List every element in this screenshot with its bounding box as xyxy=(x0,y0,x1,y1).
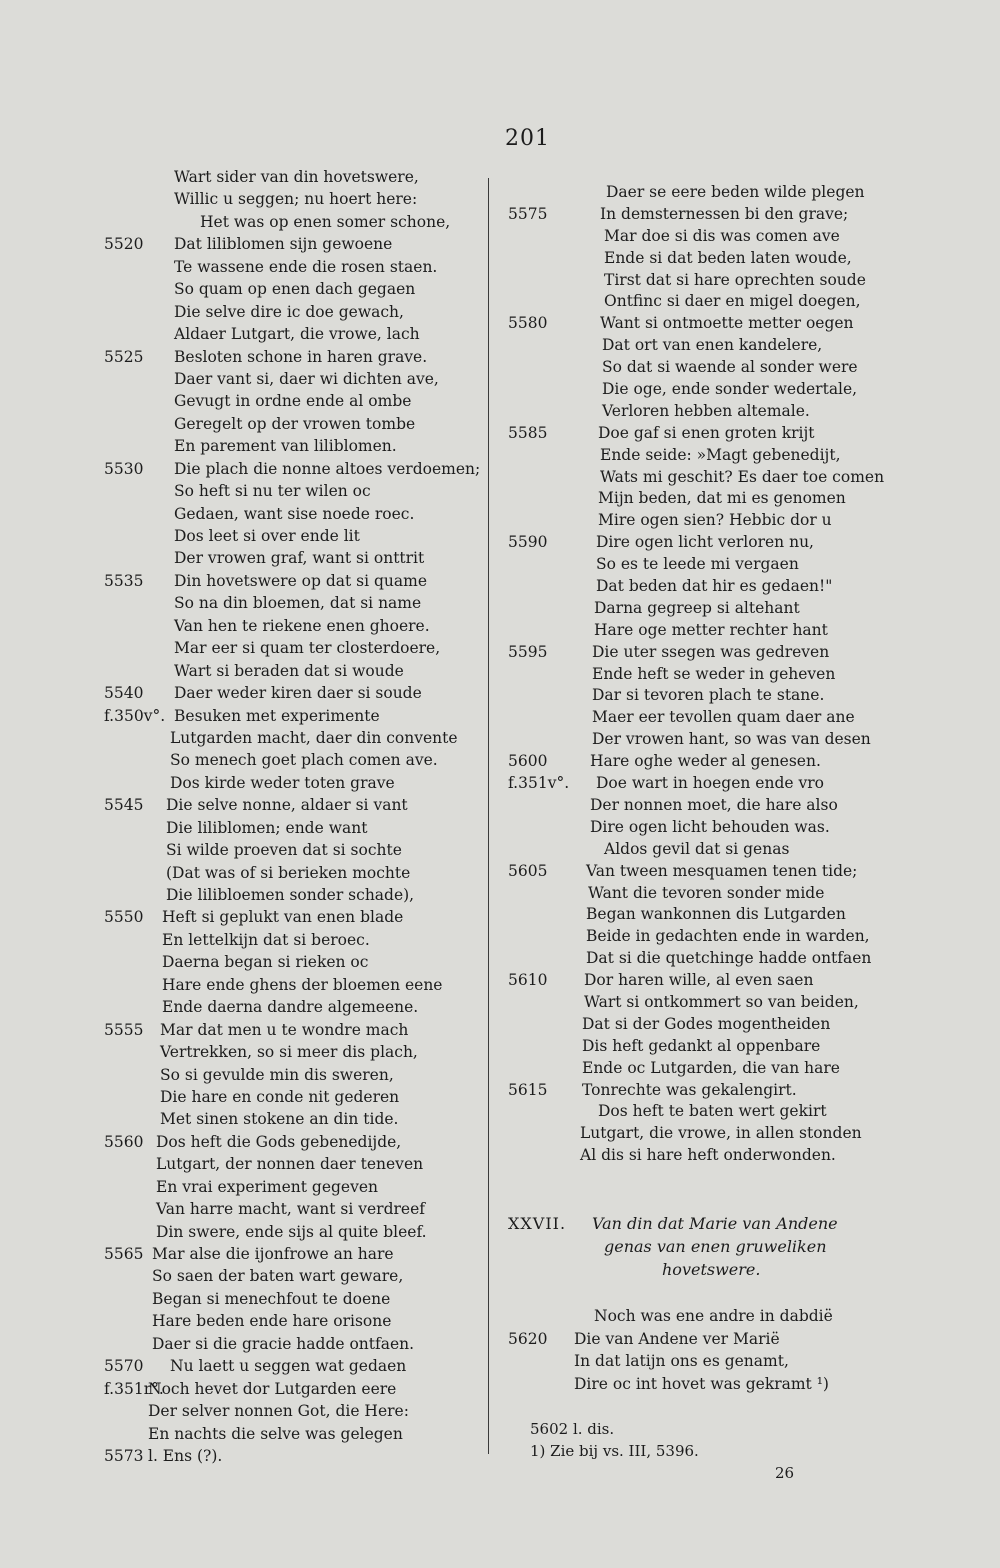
line-text: Daer se eere beden wilde plegen xyxy=(606,183,865,201)
line-marker: 5575 xyxy=(508,204,548,223)
line-text: Lutgarden macht, daer din convente xyxy=(170,728,458,747)
verse-line xyxy=(104,547,504,569)
verse-line xyxy=(508,861,868,883)
verse-line xyxy=(508,795,868,817)
verse-line xyxy=(508,270,868,292)
verse-line xyxy=(104,1176,504,1198)
verse-line xyxy=(508,1305,868,1328)
verse-line xyxy=(508,1080,868,1102)
chapter-number: XXVII. xyxy=(508,1214,567,1233)
verse-line xyxy=(508,883,868,905)
line-marker: 5530 xyxy=(104,459,144,478)
verse-line xyxy=(104,996,504,1018)
line-text: Van hen te riekene enen ghoere. xyxy=(174,616,430,635)
page-number: 201 xyxy=(505,126,550,151)
line-marker: f.351r°. xyxy=(104,1379,164,1398)
verse-line xyxy=(104,1153,504,1175)
footnotes xyxy=(530,1418,699,1462)
verse-line xyxy=(104,951,504,973)
line-text: Noch hevet dor Lutgarden eere xyxy=(148,1379,397,1398)
verse-line xyxy=(508,467,885,489)
line-marker: 5580 xyxy=(508,314,548,333)
verse-line xyxy=(104,278,504,300)
line-text: Dat ort van enen kandelere, xyxy=(602,336,823,355)
verse-line xyxy=(104,749,504,771)
line-text: Darna gegreep si altehant xyxy=(594,598,800,617)
line-text: Hare ende ghens der bloemen eene xyxy=(162,975,443,994)
verse-line xyxy=(104,1198,504,1220)
verse-line xyxy=(508,445,868,467)
verse-line xyxy=(104,570,504,592)
line-text: So na din bloemen, dat si name xyxy=(174,594,422,613)
verse-line xyxy=(508,620,868,642)
verse-line xyxy=(104,458,504,480)
line-text: Dor haren wille, al even saen xyxy=(584,971,814,990)
verse-line xyxy=(104,592,504,614)
line-text: Dat si die quetchinge hadde ontfaen xyxy=(586,949,872,968)
verse-line xyxy=(508,948,872,970)
verse-line xyxy=(104,906,504,928)
line-text: Die selve nonne, aldaer si vant xyxy=(166,796,408,815)
verse-line xyxy=(104,413,504,435)
verse-line xyxy=(508,423,868,445)
line-text: So menech goet plach comen ave. xyxy=(170,751,438,770)
line-text: Verloren hebben altemale. xyxy=(602,401,810,420)
verse-line xyxy=(104,660,504,682)
column-divider xyxy=(488,178,489,1454)
line-marker: f.351v°. xyxy=(508,774,570,793)
verse-line xyxy=(104,323,504,345)
line-text: Maer eer tevollen quam daer ane xyxy=(592,708,855,727)
verse-line xyxy=(104,1445,504,1467)
line-text: Din hovetswere op dat si quame xyxy=(174,571,428,590)
line-text: Dat beden dat hir es gedaen!" xyxy=(596,577,833,596)
verse-line xyxy=(508,1373,868,1396)
line-text: Besuken met experimente xyxy=(174,706,380,725)
line-text: Wart si ontkommert so van beiden, xyxy=(584,992,859,1011)
line-text: Mar doe si dis was comen ave xyxy=(604,226,840,245)
verse-line xyxy=(104,1086,504,1108)
line-text: Dar si tevoren plach te stane. xyxy=(592,686,825,705)
verse-line xyxy=(104,1019,504,1041)
signature-mark: 26 xyxy=(775,1464,795,1482)
line-text: Der selver nonnen Got, die Here: xyxy=(148,1402,409,1421)
verse-line xyxy=(104,839,504,861)
line-text: Van tween mesquamen tenen tide; xyxy=(586,861,858,880)
line-text: Wart sider van din hovetswere, xyxy=(174,168,419,186)
verse-line xyxy=(104,1400,504,1422)
verse-line xyxy=(104,1423,504,1445)
line-text: Doe gaf si enen groten krijt xyxy=(598,423,815,442)
verse-line xyxy=(104,1333,504,1355)
line-text: Dos heft die Gods gebenedijde, xyxy=(156,1132,402,1151)
verse-line xyxy=(104,1221,504,1243)
verse-line xyxy=(508,817,868,839)
verse-line xyxy=(104,503,504,525)
line-text: En vrai experiment gegeven xyxy=(156,1177,379,1196)
verse-line xyxy=(508,839,868,861)
line-text: Die selve dire ic doe gewach, xyxy=(174,302,404,321)
line-text: Dire oc int hovet was gekramt ¹) xyxy=(574,1374,829,1393)
line-marker: 5600 xyxy=(508,752,548,771)
verse-line xyxy=(104,390,504,412)
verse-line xyxy=(104,301,504,323)
line-text: Geregelt op der vrowen tombe xyxy=(174,414,416,433)
line-text: Die hare en conde nit gederen xyxy=(160,1087,400,1106)
verse-line xyxy=(104,1310,504,1332)
line-text: Daer si die gracie hadde ontfaen. xyxy=(152,1334,415,1353)
line-text: Want die tevoren sonder mide xyxy=(588,883,825,902)
line-text: Din swere, ende sijs al quite bleef. xyxy=(156,1222,427,1241)
line-text: Willic u seggen; nu hoert here: xyxy=(174,190,418,209)
verse-line xyxy=(104,817,504,839)
line-marker: 5573 xyxy=(104,1446,144,1465)
verse-line xyxy=(508,664,868,686)
line-text: Mar eer si quam ter closterdoere, xyxy=(174,639,441,658)
line-text: Hare oghe weder al genesen. xyxy=(590,752,821,771)
line-text: Daer weder kiren daer si soude xyxy=(174,684,422,703)
verse-line xyxy=(508,401,868,423)
line-text: (Dat was of si berieken mochte xyxy=(166,863,411,882)
line-text: Met sinen stokene an din tide. xyxy=(160,1110,399,1129)
verse-line xyxy=(104,974,504,996)
line-text: Te wassene ende die rosen staen. xyxy=(174,257,438,276)
line-text: Began wankonnen dis Lutgarden xyxy=(586,905,846,924)
line-marker: 5605 xyxy=(508,861,548,880)
verse-line xyxy=(104,256,504,278)
verse-line xyxy=(508,379,868,401)
verse-line xyxy=(508,685,868,707)
verse-line xyxy=(508,182,868,204)
line-text: Vertrekken, so si meer dis plach, xyxy=(160,1043,418,1062)
verse-line xyxy=(508,248,868,270)
line-text: Lutgart, der nonnen daer teneven xyxy=(156,1155,424,1174)
verse-line xyxy=(104,525,504,547)
verse-line xyxy=(508,1014,868,1036)
line-marker: 5555 xyxy=(104,1020,144,1039)
line-text: So quam op enen dach gegaen xyxy=(174,280,416,299)
line-text: In dat latijn ons es genamt, xyxy=(574,1352,789,1370)
verse-line xyxy=(508,751,868,773)
verse-line xyxy=(104,1131,504,1153)
line-text: Aldos gevil dat si genas xyxy=(604,839,790,858)
line-text: Beide in gedachten ende in warden, xyxy=(586,927,870,946)
line-text: Die plach die nonne altoes verdoemen; xyxy=(174,459,481,478)
verse-line xyxy=(508,598,868,620)
verse-line xyxy=(104,615,504,637)
line-text: Dos kirde weder toten grave xyxy=(170,773,395,792)
verse-line xyxy=(508,291,868,313)
verse-line xyxy=(104,705,504,727)
line-text: Mire ogen sien? Hebbic dor u xyxy=(598,511,832,530)
line-marker: 5545 xyxy=(104,796,144,815)
line-text: So si gevulde min dis sweren, xyxy=(160,1065,394,1084)
verse-line xyxy=(508,729,871,751)
verse-line xyxy=(104,1288,504,1310)
footnote: 5602 l. dis. xyxy=(530,1420,615,1438)
line-text: So dat si waende al sonder were xyxy=(602,358,858,377)
verse-line xyxy=(104,480,504,502)
line-text: Gevugt in ordne ende al ombe xyxy=(174,392,412,411)
verse-line xyxy=(104,1243,504,1265)
line-text: Dos leet si over ende lit xyxy=(174,527,360,545)
verse-line xyxy=(508,773,868,795)
line-marker: 5560 xyxy=(104,1132,144,1151)
line-text: Ende seide: »Magt gebenedijt, xyxy=(600,445,841,464)
line-text: En parement van liliblomen. xyxy=(174,437,397,456)
line-text: Noch was ene andre in dabdië xyxy=(594,1307,833,1325)
line-text: Het was op enen somer schone, xyxy=(200,212,451,231)
verse-line xyxy=(104,1041,504,1063)
verse-line xyxy=(104,346,504,368)
line-text: Doe wart in hoegen ende vro xyxy=(596,774,824,793)
line-text: In demsternessen bi den grave; xyxy=(600,204,849,223)
line-marker: 5615 xyxy=(508,1080,548,1099)
line-text: So saen der baten wart geware, xyxy=(152,1267,404,1286)
verse-line xyxy=(508,707,868,729)
left-column xyxy=(104,166,504,1467)
line-text: Hare oge metter rechter hant xyxy=(594,620,828,639)
line-marker: 5540 xyxy=(104,684,144,703)
verse-line xyxy=(508,1145,868,1167)
line-text: Tirst dat si hare oprechten soude xyxy=(604,270,866,289)
verse-line xyxy=(104,1064,504,1086)
line-text: Lutgart, die vrowe, in allen stonden xyxy=(580,1124,862,1143)
line-text: Die liliblomen; ende want xyxy=(166,818,368,837)
line-text: Heft si geplukt van enen blade xyxy=(162,908,404,927)
line-text: Daerna began si rieken oc xyxy=(162,953,369,972)
line-marker: 5570 xyxy=(104,1357,144,1376)
verse-line xyxy=(508,204,868,226)
line-text: Mijn beden, dat mi es genomen xyxy=(598,489,846,508)
line-marker: f.350v°. xyxy=(104,706,166,725)
line-marker: 5585 xyxy=(508,423,548,442)
line-marker: 5610 xyxy=(508,971,548,990)
line-text: Ontfinc si daer en migel doegen, xyxy=(604,292,861,311)
line-text: Dire ogen licht verloren nu, xyxy=(596,533,814,552)
verse-line xyxy=(508,1058,868,1080)
line-text: Want si ontmoette metter oegen xyxy=(600,314,854,333)
verse-line xyxy=(104,794,504,816)
verse-line xyxy=(104,682,504,704)
line-marker: 5535 xyxy=(104,571,144,590)
line-text: Dat si der Godes mogentheiden xyxy=(582,1014,831,1033)
line-text: En lettelkijn dat si beroec. xyxy=(162,930,370,949)
line-text: Si wilde proeven dat si sochte xyxy=(166,841,402,860)
verse-line xyxy=(104,188,504,210)
verse-line xyxy=(508,226,868,248)
chapter-heading xyxy=(508,1212,868,1281)
line-marker: 5620 xyxy=(508,1329,548,1348)
verse-line xyxy=(104,929,504,951)
verse-line xyxy=(104,233,504,255)
line-text: Dis heft gedankt al oppenbare xyxy=(582,1036,821,1055)
line-text: Tonrechte was gekalengirt. xyxy=(582,1080,797,1099)
line-marker: 5565 xyxy=(104,1245,144,1263)
chapter-text xyxy=(508,1305,868,1395)
line-marker: 5520 xyxy=(104,235,144,254)
verse-line xyxy=(104,368,504,390)
line-text: Dat liliblomen sijn gewoene xyxy=(174,235,393,254)
line-text: Die lilibloemen sonder schade), xyxy=(166,886,415,904)
line-text: Ende oc Lutgarden, die van hare xyxy=(582,1058,840,1077)
line-text: Wart si beraden dat si woude xyxy=(174,661,404,680)
line-text: l. Ens (?). xyxy=(148,1446,223,1465)
line-marker: 5525 xyxy=(104,347,144,366)
verse-line xyxy=(104,1108,504,1130)
line-text: Van harre macht, want si verdreef xyxy=(156,1200,425,1219)
verse-line xyxy=(508,970,868,992)
line-marker: 5550 xyxy=(104,908,144,927)
verse-line xyxy=(508,488,868,510)
line-text: Ende si dat beden laten woude, xyxy=(604,248,852,267)
verse-line xyxy=(508,554,868,576)
verse-line xyxy=(508,357,868,379)
verse-line xyxy=(508,335,868,357)
verse-line xyxy=(104,166,504,188)
verse-line xyxy=(104,637,504,659)
line-text: Began si menechfout te doene xyxy=(152,1289,391,1308)
verse-line xyxy=(508,532,868,554)
verse-line xyxy=(104,1378,504,1400)
verse-line xyxy=(104,772,504,794)
chapter-title-line: hovetswere. xyxy=(662,1260,761,1279)
right-column xyxy=(508,182,885,1167)
line-text: Mar alse die ijonfrowe an hare xyxy=(152,1245,394,1263)
line-text: So es te leede mi vergaen xyxy=(596,555,799,574)
line-text: Nu laett u seggen wat gedaen xyxy=(170,1357,407,1376)
verse-line xyxy=(104,884,504,906)
line-text: Die oge, ende sonder wedertale, xyxy=(602,380,858,399)
footnote: 1) Zie bij vs. III, 5396. xyxy=(530,1442,699,1460)
line-text: Dire ogen licht behouden was. xyxy=(590,817,830,836)
line-text: Hare beden ende hare orisone xyxy=(152,1312,392,1331)
chapter-title-line: genas van enen gruweliken xyxy=(604,1237,827,1256)
line-text: So heft si nu ter wilen oc xyxy=(174,482,371,501)
line-text: Ende heft se weder in geheven xyxy=(592,664,836,683)
verse-line xyxy=(104,435,504,457)
verse-line xyxy=(508,576,868,598)
line-text: Mar dat men u te wondre mach xyxy=(160,1020,409,1039)
verse-line xyxy=(508,1328,868,1351)
line-text: En nachts die selve was gelegen xyxy=(148,1424,403,1443)
verse-line xyxy=(508,904,868,926)
verse-line xyxy=(508,1036,868,1058)
line-text: Der nonnen moet, die hare also xyxy=(590,795,838,814)
verse-line xyxy=(508,992,868,1014)
line-marker: 5590 xyxy=(508,533,548,552)
line-text: Aldaer Lutgart, die vrowe, lach xyxy=(174,325,420,344)
verse-line xyxy=(508,642,868,664)
line-text: Wats mi geschit? Es daer toe comen xyxy=(600,467,885,486)
line-text: Der vrowen graf, want si onttrit xyxy=(174,549,425,568)
chapter-title-line: Van din dat Marie van Andene xyxy=(592,1214,838,1233)
line-text: Besloten schone in haren grave. xyxy=(174,347,428,366)
verse-line xyxy=(508,926,868,948)
verse-line xyxy=(508,313,868,335)
line-text: Die van Andene ver Marië xyxy=(574,1329,780,1348)
line-text: Dos heft te baten wert gekirt xyxy=(598,1102,827,1121)
verse-line xyxy=(104,862,504,884)
line-text: Daer vant si, daer wi dichten ave, xyxy=(174,369,439,388)
line-text: Al dis si hare heft onderwonden. xyxy=(580,1146,836,1165)
line-text: Der vrowen hant, so was van desen xyxy=(592,730,871,749)
line-text: Gedaen, want sise noede roec. xyxy=(174,504,415,523)
verse-line xyxy=(104,211,504,233)
verse-line xyxy=(508,1101,868,1123)
verse-line xyxy=(508,1350,868,1373)
line-text: Die uter ssegen was gedreven xyxy=(592,642,830,661)
verse-line xyxy=(104,1265,504,1287)
verse-line xyxy=(508,510,868,532)
line-marker: 5595 xyxy=(508,642,548,661)
verse-line xyxy=(104,727,504,749)
line-text: Ende daerna dandre algemeene. xyxy=(162,998,419,1017)
verse-line xyxy=(508,1123,868,1145)
verse-line xyxy=(104,1355,504,1377)
